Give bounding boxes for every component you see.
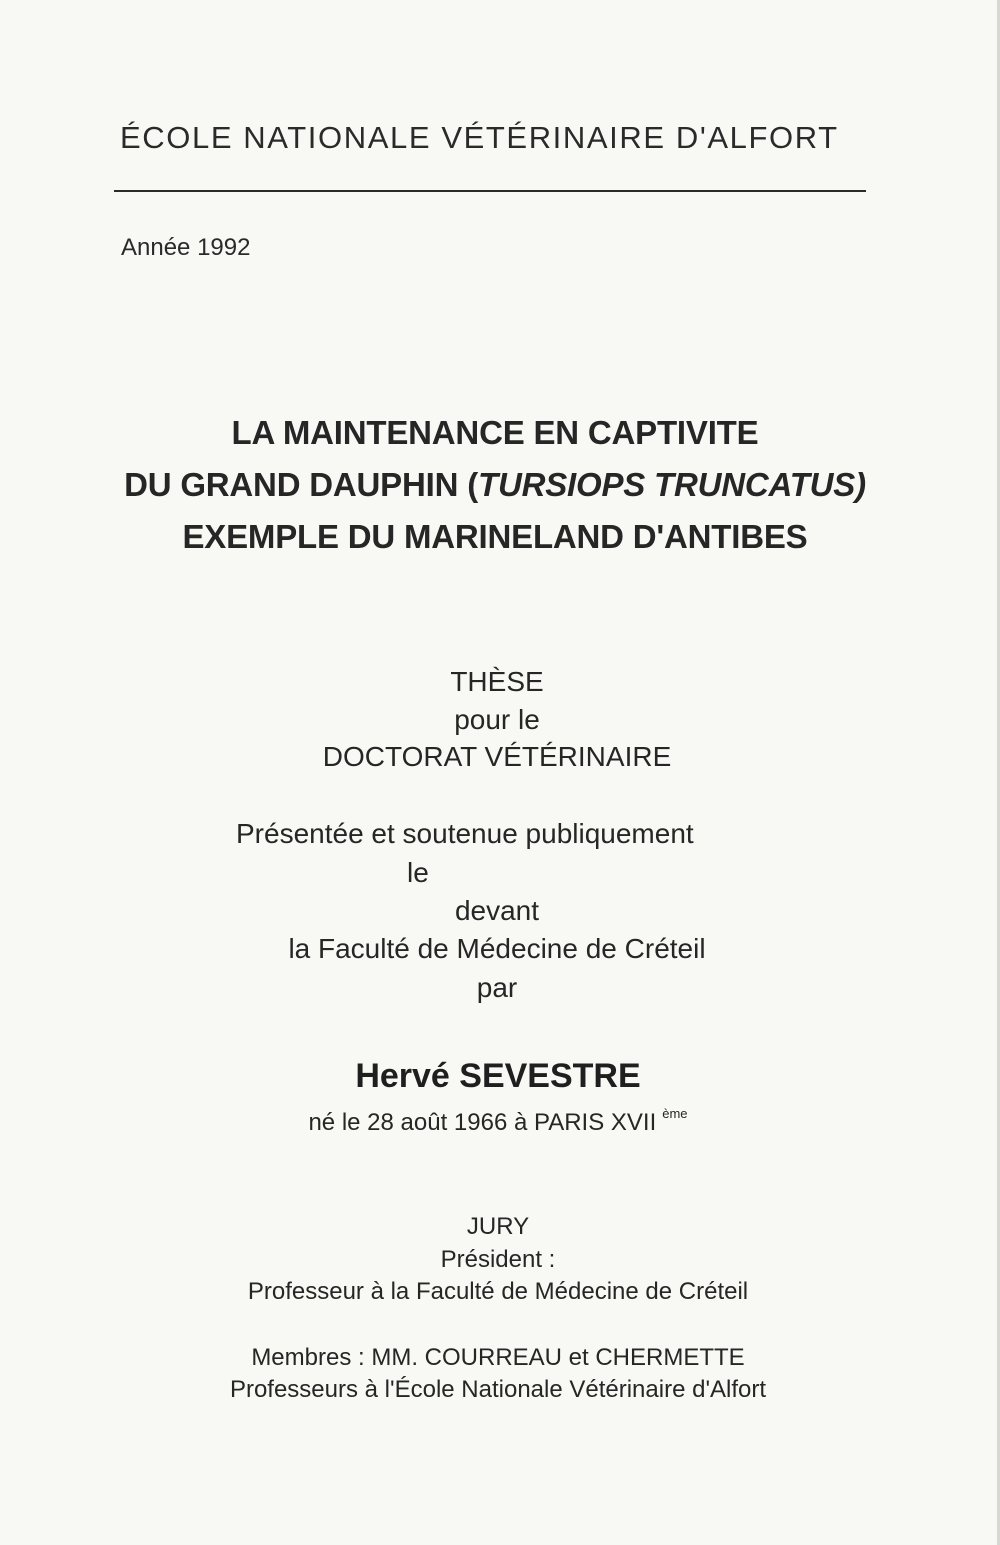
jury-members-role: Professeurs à l'École Nationale Vétérinaire d'Alfort (229, 1376, 767, 1403)
title-line-2-prefix: DU GRAND DAUPHIN ( (124, 466, 478, 503)
title-line-3: EXEMPLE DU MARINELAND D'ANTIBES (182, 518, 808, 555)
author-name: Hervé SEVESTRE (355, 1057, 641, 1095)
header-divider (114, 190, 866, 192)
presentation-line: Présentée et soutenue publiquement (236, 818, 694, 849)
jury-president-label: Président : (440, 1246, 556, 1273)
presentation-faculty: la Faculté de Médecine de Créteil (288, 933, 706, 964)
author-birth-sup: ème (662, 1106, 688, 1121)
species-name: TURSIOPS TRUNCATUS) (477, 466, 866, 503)
thesis-for: pour le (454, 704, 540, 735)
title-line-1: LA MAINTENANCE EN CAPTIVITE (231, 414, 759, 451)
jury-president: Professeur à la Faculté de Médecine de Créteil (247, 1278, 749, 1305)
thesis-degree: DOCTORAT VÉTÉRINAIRE (322, 741, 672, 772)
title-line-2 (0, 466, 990, 504)
thesis-label: THÈSE (450, 666, 544, 697)
author-birth-text: né le 28 août 1966 à PARIS XVII (308, 1109, 657, 1136)
school-name: ÉCOLE NATIONALE VÉTÉRINAIRE D'ALFORT (120, 120, 839, 155)
jury-members: Membres : MM. COURREAU et CHERMETTE (251, 1344, 745, 1371)
year: Année 1992 (121, 234, 251, 261)
presentation-par: par (476, 972, 518, 1003)
author-birth (0, 1106, 996, 1137)
jury-heading: JURY (466, 1213, 530, 1240)
presentation-devant: devant (454, 895, 540, 926)
presentation-le: le (407, 857, 429, 888)
